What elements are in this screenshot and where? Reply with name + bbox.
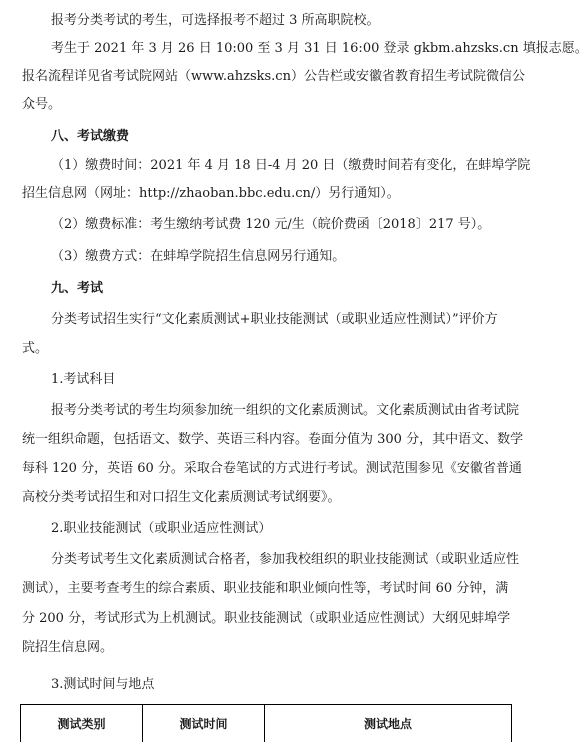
paragraph-line: 分 200 分，考试形式为上机测试。职业技能测试（或职业适应性测试）大纲见蚌埠学 bbox=[22, 611, 511, 626]
section-heading: 九、考试 bbox=[51, 281, 104, 296]
subsection-heading: 1.考试科目 bbox=[51, 372, 116, 387]
paragraph-line: （2）缴费标准：考生缴纳考试费 120 元/生（皖价费函〔2018〕217 号）。 bbox=[51, 217, 491, 232]
schedule-table-header bbox=[20, 704, 512, 742]
table-header-time: 测试时间 bbox=[143, 705, 265, 742]
paragraph-line: 分类考试招生实行“文化素质测试+职业技能测试（或职业适应性测试）”评价方 bbox=[51, 312, 498, 327]
paragraph-line: （3）缴费方式：在蚌埠学院招生信息网另行通知。 bbox=[51, 249, 346, 264]
table-header-category: 测试类别 bbox=[21, 705, 143, 742]
paragraph-line: 式。 bbox=[22, 341, 49, 356]
paragraph-line: （1）缴费时间：2021 年 4 月 18 日-4 月 20 日（缴费时间若有变化，在蚌埠学院 bbox=[51, 158, 531, 173]
paragraph-line: 院招生信息网。 bbox=[22, 640, 114, 655]
paragraph-line: 招生信息网（网址：http://zhaoban.bbc.edu.cn/）另行通知）。 bbox=[22, 186, 400, 201]
paragraph-line: 报考分类考试的考生，可选择报考不超过 3 所高职院校。 bbox=[51, 13, 380, 28]
paragraph-line: 测试），主要考查考生的综合素质、职业技能和职业倾向性等，考试时间 60 分钟，满 bbox=[22, 581, 509, 596]
paragraph-line: 众号。 bbox=[22, 97, 62, 112]
subsection-heading: 3.测试时间与地点 bbox=[51, 677, 155, 692]
section-heading: 八、考试缴费 bbox=[51, 129, 130, 144]
table-header-location: 测试地点 bbox=[363, 717, 412, 731]
paragraph-line: 统一组织命题，包括语文、数学、英语三科内容。卷面分值为 300 分，其中语文、数学 bbox=[22, 432, 524, 447]
paragraph-line: 分类考试考生文化素质测试合格者，参加我校组织的职业技能测试（或职业适应性 bbox=[51, 552, 520, 567]
subsection-heading: 2.职业技能测试（或职业适应性测试） bbox=[51, 521, 272, 536]
paragraph-line: 考生于 2021 年 3 月 26 日 10:00 至 3 月 31 日 16:00 登录 gkbm.ahzsks.cn 填报志愿。 bbox=[51, 41, 588, 56]
paragraph-line: 高校分类考试招生和对口招生文化素质测试考试纲要》。 bbox=[22, 490, 341, 505]
paragraph-line: 报考分类考试的考生均须参加统一组织的文化素质测试。文化素质测试由省考试院 bbox=[51, 403, 520, 418]
paragraph-line: 每科 120 分，英语 60 分。采取合卷笔试的方式进行考试。测试范围参见《安徽省普通 bbox=[22, 461, 522, 476]
paragraph-line: 报名流程详见省考试院网站（www.ahzsks.cn）公告栏或安徽省教育招生考试院微信公 bbox=[22, 69, 525, 84]
